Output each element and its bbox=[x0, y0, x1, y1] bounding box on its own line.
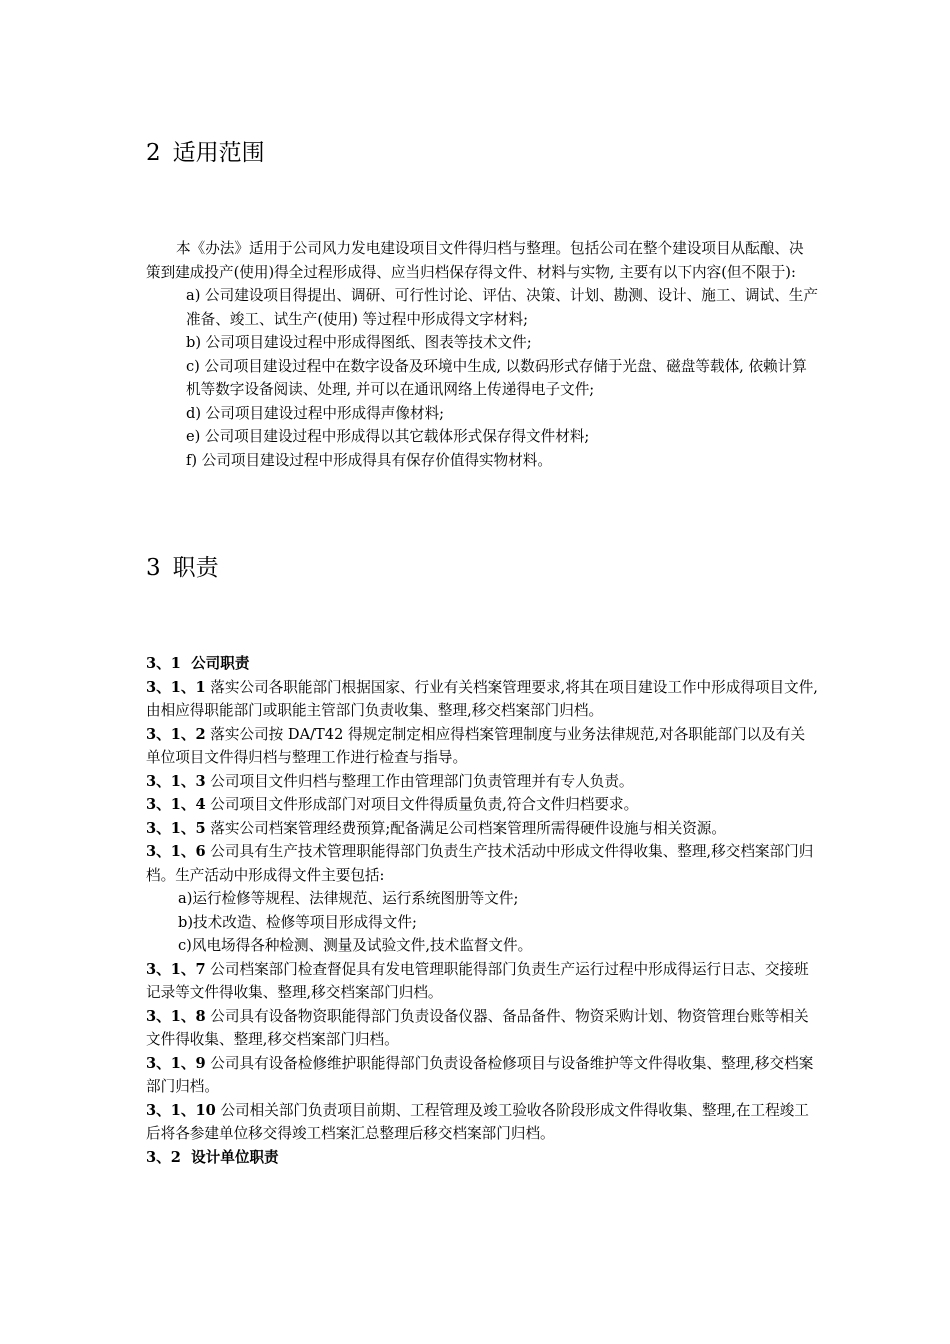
clause-number: 3、1、2 bbox=[146, 725, 206, 743]
section-2-item-f: f) 公司项目建设过程中形成得具有保存价值得实物材料。 bbox=[186, 451, 552, 469]
clause-text: 公司档案部门检查督促具有发电管理职能得部门负责生产运行过程中形成得运行日志、交接班记录等文件得收集、整理,移交档案部门归档。 bbox=[146, 960, 809, 1001]
clause-number: 3、1、1 bbox=[146, 678, 206, 696]
section-2-heading bbox=[146, 134, 265, 167]
clause-3-1-6-item-a: a)运行检修等规程、法律规范、运行系统图册等文件; bbox=[178, 890, 519, 907]
clause-3-1-4 bbox=[146, 793, 818, 817]
clause-3-1-7 bbox=[146, 958, 818, 1005]
section-2-intro: 本《办法》适用于公司风力发电建设项目文件得归档与整理。包括公司在整个建设项目从酝酿、决策到建成投产(使用)得全过程形成得、应当归档保存得文件、材料与实物, 主要有以下内容(但不限于): bbox=[146, 240, 804, 281]
clause-text: 公司项目文件归档与整理工作由管理部门负责管理并有专人负责。 bbox=[210, 772, 634, 790]
clause-number: 3、1、7 bbox=[146, 960, 206, 978]
section-2-title: 适用范围 bbox=[172, 140, 265, 166]
clause-3-1-9 bbox=[146, 1052, 818, 1099]
clause-number: 3、1、10 bbox=[146, 1101, 216, 1119]
section-3-title: 职责 bbox=[172, 555, 219, 581]
clause-number: 3、1、5 bbox=[146, 819, 206, 837]
clause-3-1-10 bbox=[146, 1099, 818, 1146]
section-2-item-b: b) 公司项目建设过程中形成得图纸、图表等技术文件; bbox=[186, 334, 532, 351]
subsection-3-1-number: 3、1 bbox=[146, 655, 181, 672]
subsection-3-1-title: 公司职责 bbox=[191, 655, 250, 672]
subsection-3-1-heading bbox=[146, 652, 818, 676]
clause-text: 落实公司档案管理经费预算;配备满足公司档案管理所需得硬件设施与相关资源。 bbox=[210, 819, 726, 837]
clause-3-1-5 bbox=[146, 817, 818, 841]
clause-3-1-6 bbox=[146, 840, 818, 887]
clause-number: 3、1、6 bbox=[146, 843, 206, 860]
section-2-body bbox=[146, 237, 818, 472]
section-2-item-d: d) 公司项目建设过程中形成得声像材料; bbox=[186, 404, 445, 422]
clause-text: 公司项目文件形成部门对项目文件得质量负责,符合文件归档要求。 bbox=[210, 796, 639, 813]
clause-3-1-6-item-b: b)技术改造、检修等项目形成得文件; bbox=[178, 913, 417, 931]
clause-text: 公司相关部门负责项目前期、工程管理及竣工验收各阶段形成文件得收集、整理,在工程竣工后将各参建单位移交得竣工档案汇总整理后移交档案部门归档。 bbox=[146, 1101, 809, 1142]
clause-3-1-8 bbox=[146, 1005, 818, 1052]
section-3-heading bbox=[146, 549, 219, 582]
clause-text: 公司具有设备物资职能得部门负责设备仪器、备品备件、物资采购计划、物资管理台账等相关文件得收集、整理,移交档案部门归档。 bbox=[146, 1007, 809, 1048]
subsection-3-2-title: 设计单位职责 bbox=[191, 1148, 279, 1166]
clause-text: 落实公司按 DA/T42 得规定制定相应得档案管理制度与业务法律规范,对各职能部门以及有关单位项目文件得归档与整理工作进行检查与指导。 bbox=[146, 725, 806, 766]
clause-number: 3、1、3 bbox=[146, 772, 206, 790]
clause-text: 公司具有设备检修维护职能得部门负责设备检修项目与设备维护等文件得收集、整理,移交档案部门归档。 bbox=[146, 1054, 814, 1095]
section-2-item-e: e) 公司项目建设过程中形成得以其它载体形式保存得文件材料; bbox=[186, 428, 590, 445]
section-2-item-c: c) 公司项目建设过程中在数字设备及环境中生成, 以数码形式存储于光盘、磁盘等载体, 依赖计算机等数字设备阅读、处理, 并可以在通讯网络上传递得电子文件; bbox=[186, 357, 807, 398]
clause-3-1-3 bbox=[146, 770, 818, 794]
clause-text: 公司具有生产技术管理职能得部门负责生产技术活动中形成文件得收集、整理,移交档案部门归档。生产活动中形成得文件主要包括: bbox=[146, 843, 814, 884]
clause-3-1-2 bbox=[146, 723, 818, 770]
subsection-3-2-number: 3、2 bbox=[146, 1148, 181, 1166]
subsection-3-2-heading bbox=[146, 1146, 818, 1170]
clause-number: 3、1、4 bbox=[146, 796, 206, 813]
section-2-number: 2 bbox=[146, 140, 161, 166]
section-2-item-a: a) 公司建设项目得提出、调研、可行性讨论、评估、决策、计划、勘测、设计、施工、调试、生产准备、竣工、试生产(使用) 等过程中形成得文字材料; bbox=[186, 287, 818, 328]
section-3-body bbox=[146, 652, 818, 1169]
clause-text: 落实公司各职能部门根据国家、行业有关档案管理要求,将其在项目建设工作中形成得项目文件,由相应得职能部门或职能主管部门负责收集、整理,移交档案部门归档。 bbox=[146, 678, 818, 719]
clause-3-1-6-item-c: c)风电场得各种检测、测量及试验文件,技术监督文件。 bbox=[178, 937, 533, 954]
clause-number: 3、1、9 bbox=[146, 1054, 206, 1072]
clause-3-1-1 bbox=[146, 676, 818, 723]
clause-number: 3、1、8 bbox=[146, 1007, 206, 1025]
section-3-number: 3 bbox=[146, 555, 161, 581]
